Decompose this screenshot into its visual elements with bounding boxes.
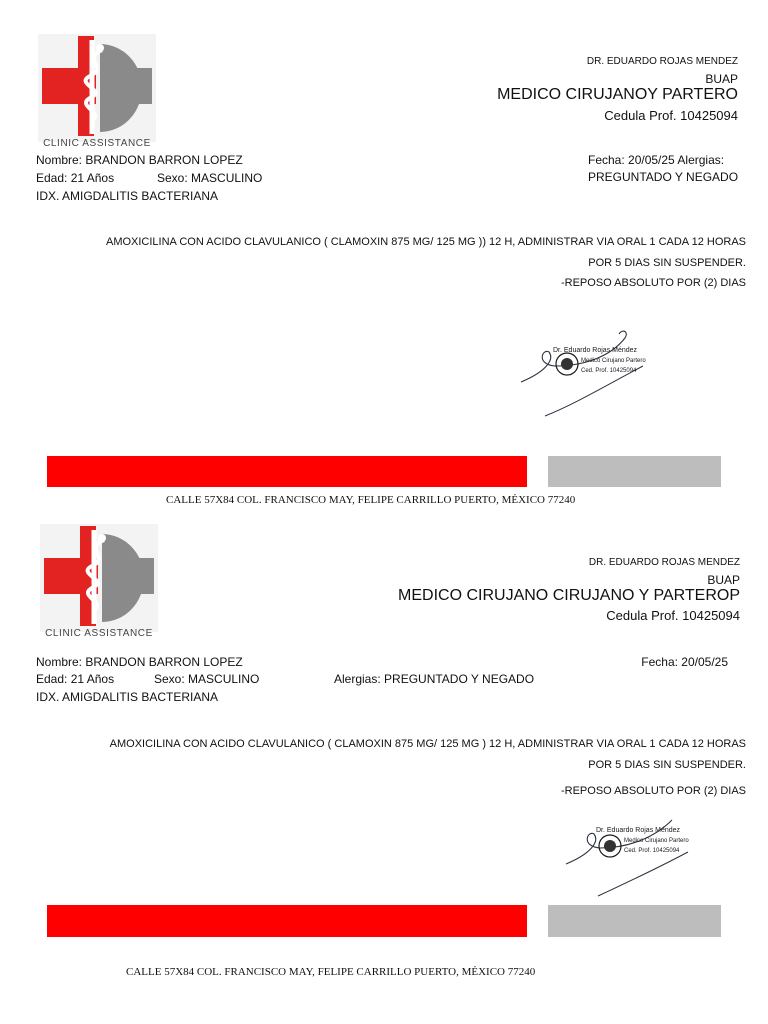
clinic-logo bbox=[40, 524, 158, 644]
footer-gray-bar bbox=[548, 905, 721, 937]
rx-line-2: POR 5 DIAS SIN SUSPENDER. bbox=[588, 759, 746, 771]
clinic-address: CALLE 57X84 COL. FRANCISCO MAY, FELIPE CARRILLO PUERTO, MÉXICO 77240 bbox=[166, 494, 576, 506]
rx-line-3: -REPOSO ABSOLUTO POR (2) DIAS bbox=[560, 277, 746, 289]
logo-caption: CLINIC ASSISTANCE bbox=[45, 628, 153, 639]
rx-line-3: -REPOSO ABSOLUTO POR (2) DIAS bbox=[560, 785, 746, 797]
footer-gray-bar bbox=[548, 456, 721, 487]
allergies: Alergias: PREGUNTADO Y NEGADO bbox=[334, 672, 535, 686]
rx-line-1: AMOXICILINA CON ACIDO CLAVULANICO ( CLAMOXIN 875 MG/ 125 MG )) 12 H, ADMINISTRAR VIA ORAL 1 CADA 12 HORAS bbox=[105, 236, 746, 248]
stamp-line-1: Dr. Eduardo Rojas Méndez bbox=[596, 827, 681, 834]
rx-line-2: POR 5 DIAS SIN SUSPENDER. bbox=[588, 257, 746, 269]
doctor-name: DR. EDUARDO ROJAS MENDEZ bbox=[588, 557, 740, 568]
patient-age: Edad: 21 Años bbox=[36, 672, 115, 686]
doctor-cedula: Cedula Prof. 10425094 bbox=[606, 608, 740, 623]
stamp-line-1: Dr. Eduardo Rojas Méndez bbox=[553, 347, 638, 354]
patient-name: Nombre: BRANDON BARRON LOPEZ bbox=[36, 153, 243, 167]
stamp-line-3: Ced. Prof. 10425094 bbox=[624, 848, 680, 854]
date: Fecha: 20/05/25 bbox=[641, 655, 728, 669]
date-allergies-label: Fecha: 20/05/25 Alergias: bbox=[588, 153, 725, 167]
diagnosis: IDX. AMIGDALITIS BACTERIANA bbox=[36, 690, 219, 704]
footer-red-bar bbox=[47, 905, 527, 937]
medical-cross-caduceus-icon bbox=[38, 34, 156, 142]
doctor-school: BUAP bbox=[705, 72, 738, 86]
signature-stamp bbox=[562, 812, 712, 902]
clinic-logo bbox=[38, 34, 156, 154]
stamp-line-2: Medico Cirujano Partero bbox=[581, 358, 646, 364]
doctor-signature-stamp bbox=[515, 320, 665, 425]
patient-age: Edad: 21 Años bbox=[36, 171, 115, 185]
doctor-title: MEDICO CIRUJANOY PARTERO bbox=[497, 86, 738, 103]
doctor-school: BUAP bbox=[707, 573, 740, 587]
stamp-line-2: Medico Cirujano Partero bbox=[624, 838, 689, 844]
doctor-signature-stamp bbox=[562, 812, 712, 907]
logo-caption: CLINIC ASSISTANCE bbox=[43, 138, 151, 149]
footer-red-bar bbox=[47, 456, 527, 487]
clinic-address: CALLE 57X84 COL. FRANCISCO MAY, FELIPE CARRILLO PUERTO, MÉXICO 77240 bbox=[126, 966, 536, 978]
patient-sex: Sexo: MASCULINO bbox=[157, 171, 263, 185]
patient-name: Nombre: BRANDON BARRON LOPEZ bbox=[36, 655, 243, 669]
doctor-name: DR. EDUARDO ROJAS MENDEZ bbox=[586, 56, 738, 67]
patient-sex: Sexo: MASCULINO bbox=[154, 672, 260, 686]
allergies-value: PREGUNTADO Y NEGADO bbox=[588, 170, 739, 184]
medical-cross-caduceus-icon bbox=[40, 524, 158, 632]
doctor-cedula: Cedula Prof. 10425094 bbox=[604, 108, 738, 123]
signature-stamp bbox=[515, 320, 665, 420]
stamp-line-3: Ced. Prof. 10425094 bbox=[581, 368, 637, 374]
diagnosis: IDX. AMIGDALITIS BACTERIANA bbox=[36, 189, 219, 203]
rx-line-1: AMOXICILINA CON ACIDO CLAVULANICO ( CLAMOXIN 875 MG/ 125 MG ) 12 H, ADMINISTRAR VIA ORAL 1 CADA 12 HORAS bbox=[109, 738, 746, 750]
doctor-title: MEDICO CIRUJANO CIRUJANO Y PARTEROP bbox=[398, 587, 740, 604]
